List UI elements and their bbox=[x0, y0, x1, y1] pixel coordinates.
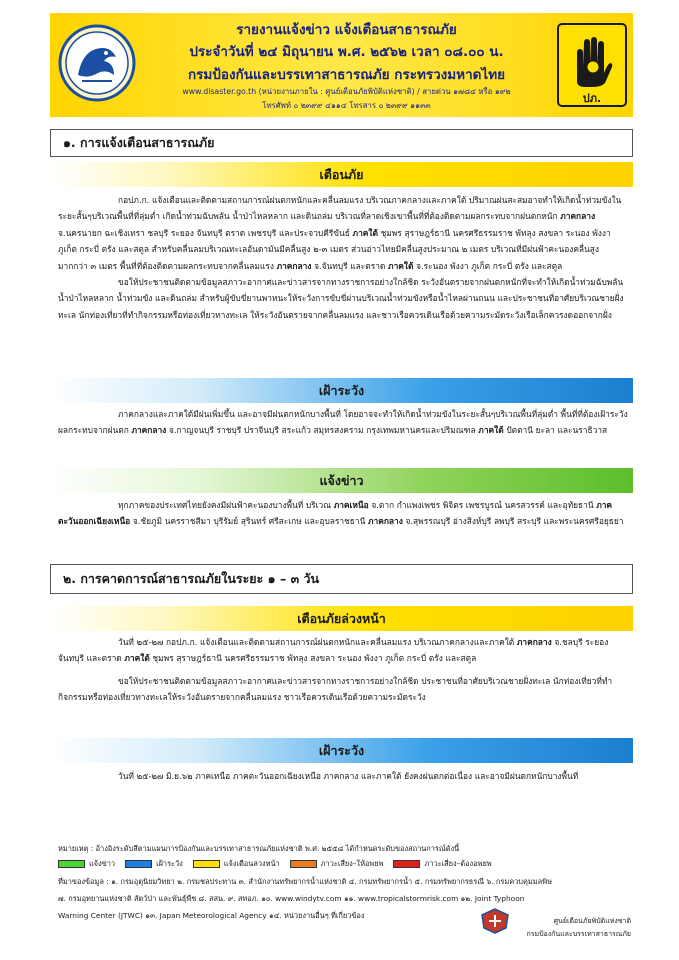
legend-item: แจ้งข่าว bbox=[58, 858, 115, 870]
legend-swatch-orange bbox=[290, 860, 317, 868]
warning-banner: เตือนภัย bbox=[50, 162, 633, 187]
legend-item: แจ้งเตือนล่วงหน้า bbox=[193, 858, 280, 870]
color-legend bbox=[58, 858, 502, 870]
sources-line-3: Warning Center (JTWC) ๑๓. Japan Meteorological Agency ๑๔. หน่วยงานอื่นๆ ที่เกี่ยวข้อง bbox=[58, 911, 365, 920]
advance-paragraph-1: วันที่ ๒๕-๒๗ กอปภ.ก. แจ้งเตือนและติดตามสถานการณ์ฝนตกหนักและคลื่นลมแรง บริเวณภาคกลางและภาคใต้ ภาคกลาง จ.ชลบุรี ระยอง จันทบุรี และตราด ภาคใต้ ชุมพร สุราษฎร์ธานี นครศรีธรรมราช พัทลุง สงขลา ระนอง พังงา ภูเก็ต กระบี่ ตรัง และสตูล bbox=[58, 637, 609, 664]
department-emblem-icon bbox=[58, 23, 136, 103]
legend-item: เฝ้าระวัง bbox=[125, 858, 183, 870]
warning-text bbox=[58, 192, 628, 323]
footer-remark: หมายเหตุ : อ้างอิงระดับสีตามแผนการป้องกันและบรรเทาสาธารณภัยแห่งชาติ พ.ศ. ๒๕๕๘ ได้กำหนดระดับของสถานการณ์ดังนี้ bbox=[58, 844, 460, 853]
watch-banner: เฝ้าระวัง bbox=[50, 378, 633, 403]
logo-text: ปภ. bbox=[582, 92, 602, 105]
news-banner: แจ้งข่าว bbox=[50, 468, 633, 493]
advance-warning-banner: เตือนภัยล่วงหน้า bbox=[50, 606, 633, 631]
sources-line-1: ที่มาของข้อมูล : ๑. กรมอุตุนิยมวิทยา ๒. กรมชลประทาน ๓. สำนักงานทรัพยากรน้ำแห่งชาติ ๔. กรมทรัพยากรน้ำ ๕. กรมทรัพยากรธรณี ๖. กรมควบคุมมลพิษ bbox=[58, 877, 552, 886]
report-title: รายงานแจ้งข่าว แจ้งเตือนสาธารณภัย bbox=[236, 22, 457, 38]
legend-swatch-yellow bbox=[193, 860, 220, 868]
advance-warning-text bbox=[58, 634, 628, 706]
warning-paragraph-2: ขอให้ประชาชนติดตามข้อมูลสภาวะอากาศและข่าวสารจากทางราชการอย่างใกล้ชิด ระวังอันตรายจากฝนตกหนักที่จะทำให้เกิดน้ำท่วมฉับพลัน น้ำป่าไหลหลาก น้ำท่วมขัง และดินถล่ม สำหรับผู้ขับขี่ยานพาหนะให้ระวังการขับขี่ผ่านบริเวณน้ำท่วมขังหรือน้ำไหลผ่านถนน และประชาชนที่อาศัยบริเวณชายฝั่งทะเล นักท่องเที่ยวที่ทำกิจกรรมหรือท่องเที่ยวทางทะเล ให้ระวังอันตรายจากคลื่นลมแรง และชาวเรือควรเดินเรือด้วยความระมัดระวังเรือเล็กควรงดออกจากฝั่ง bbox=[58, 277, 624, 320]
news-paragraph: ทุกภาคของประเทศไทยยังคงมีฝนฟ้าคะนองบางพื้นที่ บริเวณ ภาคเหนือ จ.ตาก กำแพงเพชร พิจิตร เพชรบูรณ์ นครสวรรค์ และอุทัยธานี ภาคตะวันออกเฉียงเหนือ จ.ชัยภูมิ นครราชสีมา บุรีรัมย์ สุรินทร์ ศรีสะเกษ และอุบลราชธานี ภาคกลาง จ.สุพรรณบุรี อ่างสิงห์บุรี ลพบุรี สระบุรี และพระนครศรีอยุธยา bbox=[58, 500, 624, 527]
department-name: กรมป้องกันและบรรเทาสาธารณภัย กระทรวงมหาดไทย bbox=[187, 67, 506, 83]
forecast-watch-banner: เฝ้าระวัง bbox=[50, 738, 633, 763]
section-2-title: ๒. การคาดการณ์สาธารณภัยในระยะ ๑ – ๓ วัน bbox=[50, 564, 633, 594]
watch-text bbox=[58, 406, 628, 439]
legend-swatch-blue bbox=[125, 860, 152, 868]
warning-center-emblem-icon bbox=[480, 908, 510, 934]
legend-item: ภาวะเสี่ยง–ให้อพยพ bbox=[290, 858, 384, 870]
legend-item: ภาวะเสี่ยง–ต้องอพยพ bbox=[393, 858, 491, 870]
department-footer-name: กรมป้องกันและบรรเทาสาธารณภัย bbox=[526, 930, 631, 938]
forecast-watch-text bbox=[58, 768, 628, 784]
news-text bbox=[58, 497, 628, 530]
watch-paragraph: ภาคกลางและภาคใต้มีฝนเพิ่มขึ้น และอาจมีฝนตกหนักบางพื้นที่ โดยอาจจะทำให้เกิดน้ำท่วมขังในระยะสั้นๆบริเวณพื้นที่ลุ่มต่ำ พื้นที่ที่ต้องเฝ้าระวังผลกระทบจากฝนตก ภาคกลาง จ.กาญจนบุรี ราชบุรี ปราจีนบุรี สระแก้ว สมุทรสงคราม กรุงเทพมหานครและปริมณฑล ภาคใต้ ปัตตานี ยะลา และนราธิวาส bbox=[58, 409, 628, 436]
sources-line-2: ๗. กรมอุทยานแห่งชาติ สัตว์ป่า และพันธุ์พืช ๘. สสน. ๙. สทอภ. ๑๐. www.windytv.com ๑๑. www.tropicalstormrisk.com ๑๒. Joint Typhoon bbox=[58, 894, 525, 903]
legend-swatch-green bbox=[58, 860, 85, 868]
legend-swatch-red bbox=[393, 860, 420, 868]
warning-center-name: ศูนย์เตือนภัยพิบัติแห่งชาติ bbox=[553, 917, 631, 925]
report-date: ประจำวันที่ ๒๔ มิถุนายน พ.ศ. ๒๕๖๒ เวลา ๐๘.๐๐ น. bbox=[189, 44, 504, 60]
report-header bbox=[50, 13, 633, 117]
contact-web: www.disaster.go.th (หน่วยงานภายใน : ศูนย์เตือนภัยพิบัติแห่งชาติ) / สายด่วน ๑๗๘๔ หรือ ๑๙๒ bbox=[182, 87, 511, 96]
dpm-hand-logo-icon bbox=[557, 23, 627, 107]
contact-phone: โทรศัพท์ ๐ ๒๓๙๙ ๔๑๑๔ โทรสาร ๐ ๒๓๙๙ ๑๑๓๓ bbox=[262, 101, 431, 110]
warning-paragraph-1: กอปภ.ก. แจ้งเตือนและติดตามสถานการณ์ฝนตกหนักและคลื่นลมแรง บริเวณภาคกลางและภาคใต้ ปริมาณฝนสะสมอาจทำให้เกิดน้ำท่วมขังในระยะสั้นๆบริเวณพื้นที่ที่ลุ่มต่ำ เกิดน้ำท่วมฉับพลัน น้ำป่าไหลหลาก และดินถล่ม บริเวณที่ลาดเชิงเขาพื้นที่ที่ต้องติดตามผลกระทบจากฝนตกหนัก ภาคกลาง จ.นครนายก ฉะเชิงเทรา ชลบุรี ระยอง จันทบุรี ตราด เพชรบุรี และประจวบคีรีขันธ์ ภาคใต้ ชุมพร สุราษฎร์ธานี นครศรีธรรมราช พัทลุง สงขลา ระนอง พังงา ภูเก็ต กระบี่ ตรัง และสตูล สำหรับคลื่นลมบริเวณทะเลอันดามันมีคลื่นสูง ๒-๓ เมตร ส่วนอ่าวไทยมีคลื่นสูงประมาณ ๒ เมตร บริเวณที่มีฝนฟ้าคะนองคลื่นสูงมากกว่า ๓ เมตร พื้นที่ที่ต้องติดตามผลกระทบจากคลื่นลมแรง ภาคกลาง จ.จันทบุรี และตราด ภาคใต้ จ.ระนอง พังงา ภูเก็ต กระบี่ ตรัง และสตูล bbox=[58, 195, 622, 271]
section-1-title: ๑. การแจ้งเตือนสาธารณภัย bbox=[50, 129, 633, 157]
forecast-watch-paragraph: วันที่ ๒๕-๒๗ มิ.ย.๖๒ ภาคเหนือ ภาคตะวันออกเฉียงเหนือ ภาคกลาง และภาคใต้ ยังคงฝนตกต่อเนื่อง และอาจมีฝนตกหนักบางพื้นที่ bbox=[118, 771, 579, 781]
advance-paragraph-2: ขอให้ประชาชนติดตามข้อมูลสภาวะอากาศและข่าวสารจากทางราชการอย่างใกล้ชิด ประชาชนที่อาศัยบริเวณชายฝั่งทะเล นักท่องเที่ยวที่ทำกิจกรรมหรือท่องเที่ยวทางทะเลให้ระวังอันตรายจากคลื่นลมแรง ชาวเรือควรเดินเรือด้วยความระมัดระวัง bbox=[58, 675, 613, 703]
